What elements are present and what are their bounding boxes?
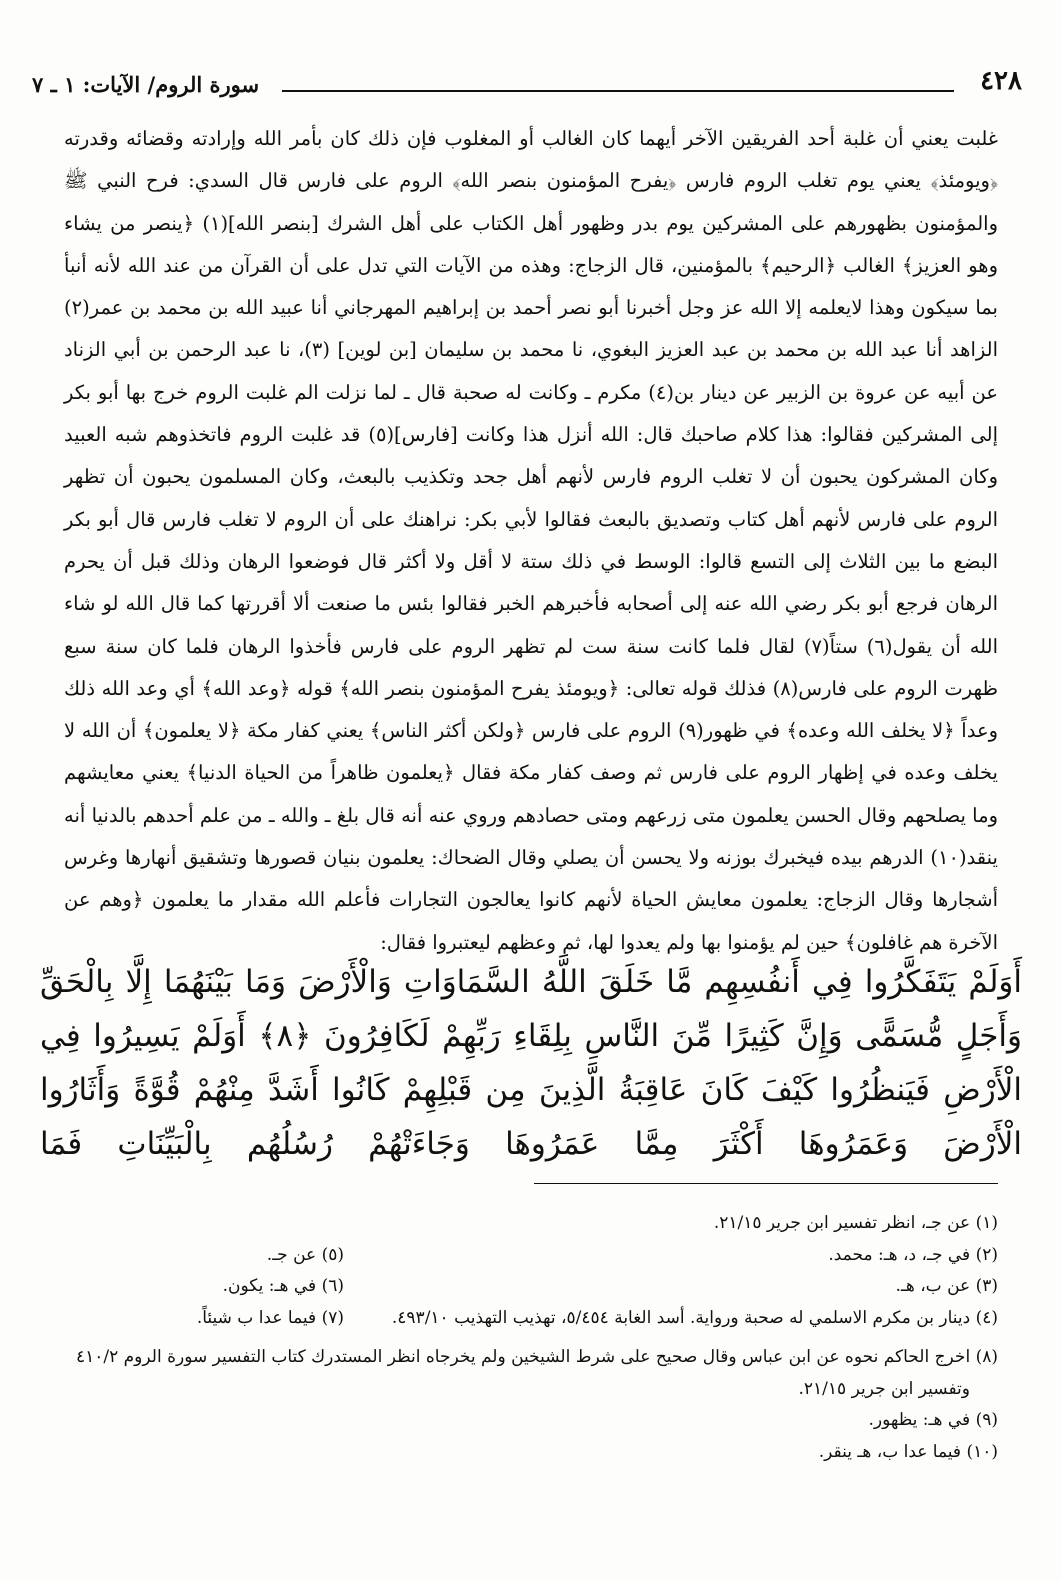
footnote-1: (١) عن جـ، انظر تفسير ابن جرير ٢١/١٥. bbox=[713, 1213, 998, 1233]
footnotes bbox=[64, 1208, 998, 1468]
surah-title: سورة الروم/ الآيات: ١ ـ ٧ bbox=[32, 72, 260, 97]
header-rule bbox=[282, 90, 954, 92]
footnote-8-continued: وتفسير ابن جرير ٢١/١٥. bbox=[798, 1378, 970, 1399]
footnote-10: (١٠) فيما عدا ب، هـ ينقر. bbox=[818, 1441, 998, 1462]
footnote-divider bbox=[534, 1183, 998, 1184]
commentary-text bbox=[64, 118, 998, 964]
page-header bbox=[32, 62, 1022, 104]
footnote-7: (٧) فيما عدا ب شيئاً. bbox=[196, 1307, 344, 1328]
footnote-3: (٣) عن ب، هـ. bbox=[895, 1276, 998, 1296]
quran-verse-text: أَوَلَمْ يَتَفَكَّرُوا فِي أَنفُسِهِم مَّا خَلَقَ اللَّهُ السَّمَاوَاتِ وَالْأَرْضَ وَمَا بَيْنَهُمَا إِلَّا بِالْحَقِّ وَأَجَلٍ مُّسَمًّى وَإِنَّ كَثِيرًا مِّنَ النَّاسِ بِلِقَاءِ رَبِّهِمْ لَكَافِرُونَ ﴿٨﴾ أَوَلَمْ يَسِيرُوا فِي الْأَرْضِ فَيَنظُرُوا كَيْفَ كَانَ عَاقِبَةُ الَّذِينَ مِن قَبْلِهِمْ كَانُوا أَشَدَّ مِنْهُمْ قُوَّةً وَأَثَارُوا الْأَرْضَ وَعَمَرُوهَا أَكْثَرَ مِمَّا عَمَرُوهَا وَجَاءَتْهُمْ رُسُلُهُم بِالْبَيِّنَاتِ فَمَا bbox=[40, 964, 1023, 1162]
footnote-6: (٦) في هـ: يكون. bbox=[222, 1276, 344, 1296]
footnote-4: (٤) دينار بن مكرم الاسلمي له صحبة ورواية. أسد الغابة ٥/٤٥٤، تهذيب التهذيب ٤٩٣/١٠. bbox=[391, 1307, 998, 1328]
footnote-8: (٨) اخرج الحاكم نحوه عن ابن عباس وقال صحيح على شرط الشيخين ولم يخرجاه انظر المستدرك كتاب التفسير سورة الروم ٤١٠/٢ bbox=[75, 1347, 998, 1367]
footnote-5: (٥) عن جـ. bbox=[266, 1244, 344, 1265]
footnote-9: (٩) في هـ: يظهور. bbox=[868, 1410, 998, 1430]
page-number: ٤٢٨ bbox=[980, 66, 1022, 96]
footnote-2: (٢) في جـ، د، هـ: محمد. bbox=[828, 1244, 998, 1265]
commentary-paragraph: غلبت يعني أن غلبة أحد الفريقين الآخر أيهما كان الغالب أو المغلوب فإن ذلك كان بأمر الله وإرادته وقضائه وقدرته ﴿ويومئذ﴾ يعني يوم تغلب الروم فارس ﴿يفرح المؤمنون بنصر الله﴾ الروم على فارس قال السدي: فرح النبي ﷺ والمؤمنون بظهورهم على المشركين يوم بدر وظهور أهل الكتاب على أهل الشرك [بنصر الله](١) ﴿ينصر من يشاء وهو العزيز﴾ الغالب ﴿الرحيم﴾ بالمؤمنين، قال الزجاج: وهذه من الآيات التي تدل على أن القرآن من عند الله لأنه أنبأ بما سيكون وهذا لايعلمه إلا الله عز وجل أخبرنا أبو نصر أحمد بن إبراهيم المهرجاني أنا عبيد الله بن محمد بن عمر(٢) الزاهد أنا عبد الله بن محمد بن عبد العزيز البغوي، نا محمد بن سليمان [بن لوين] (٣)، نا عبد الرحمن بن أبي الزناد عن أبيه عن عروة بن الزبير عن دينار بن(٤) مكرم ـ وكانت له صحبة قال ـ لما نزلت الم غلبت الروم خرج بها أبو بكر إلى المشركين فقالوا: هذا كلام صاحبك قال: الله أنزل هذا وكانت [فارس](٥) قد غلبت الروم فاتخذوهم شبه العبيد وكان المشركون يحبون أن لا تغلب الروم فارس لأنهم أهل جحد وتكذيب بالبعث، وكان المسلمون يحبون أن تظهر الروم على فارس لأنهم أهل كتاب وتصديق بالبعث فقالوا لأبي بكر: نراهنك على أن الروم لا تغلب فارس قال أبو بكر البضع ما بين الثلاث إلى التسع قالوا: الوسط في ذلك ستة لا أقل ولا أكثر قال فوضعوا الرهان وذلك قبل أن يحرم الرهان فرجع أبو بكر رضي الله عنه إلى أصحابه فأخبرهم الخبر فقالوا بئس ما صنعت ألا أقررتها كما قال الله لو شاء الله أن يقول(٦) ستاً(٧) لقال فلما كانت سنة ست لم تظهر الروم على فارس فأخذوا الرهان فلما كان سنة سبع ظهرت الروم على فارس(٨) فذلك قوله تعالى: ﴿ويومئذ يفرح المؤمنون بنصر الله﴾ قوله ﴿وعد الله﴾ أي وعد الله ذلك وعداً ﴿لا يخلف الله وعده﴾ في ظهور(٩) الروم على فارس ﴿ولكن أكثر الناس﴾ يعني كفار مكة ﴿لا يعلمون﴾ أن الله لا يخلف وعده في إظهار الروم على فارس ثم وصف كفار مكة فقال ﴿يعلمون ظاهراً من الحياة الدنيا﴾ يعني معايشهم وما يصلحهم وقال الحسن يعلمون متى زرعهم ومتى حصادهم وروي عنه أنه قال بلغ ـ والله ـ من علم أحدهم بالدنيا أنه ينقد(١٠) الدرهم بيده فيخبرك بوزنه ولا يحسن أن يصلي وقال الضحاك: يعلمون بنيان قصورها وتشقيق أنهارها وغرس أشجارها وقال الزجاج: يعلمون معايش الحياة لأنهم كانوا يعالجون التجارات فأعلم الله مقدار ما يعلمون ﴿وهم عن الآخرة هم غافلون﴾ حين لم يؤمنوا بها ولم يعدوا لها، ثم وعظهم ليعتبروا فقال: bbox=[64, 127, 999, 954]
quran-verses bbox=[40, 955, 1022, 1171]
